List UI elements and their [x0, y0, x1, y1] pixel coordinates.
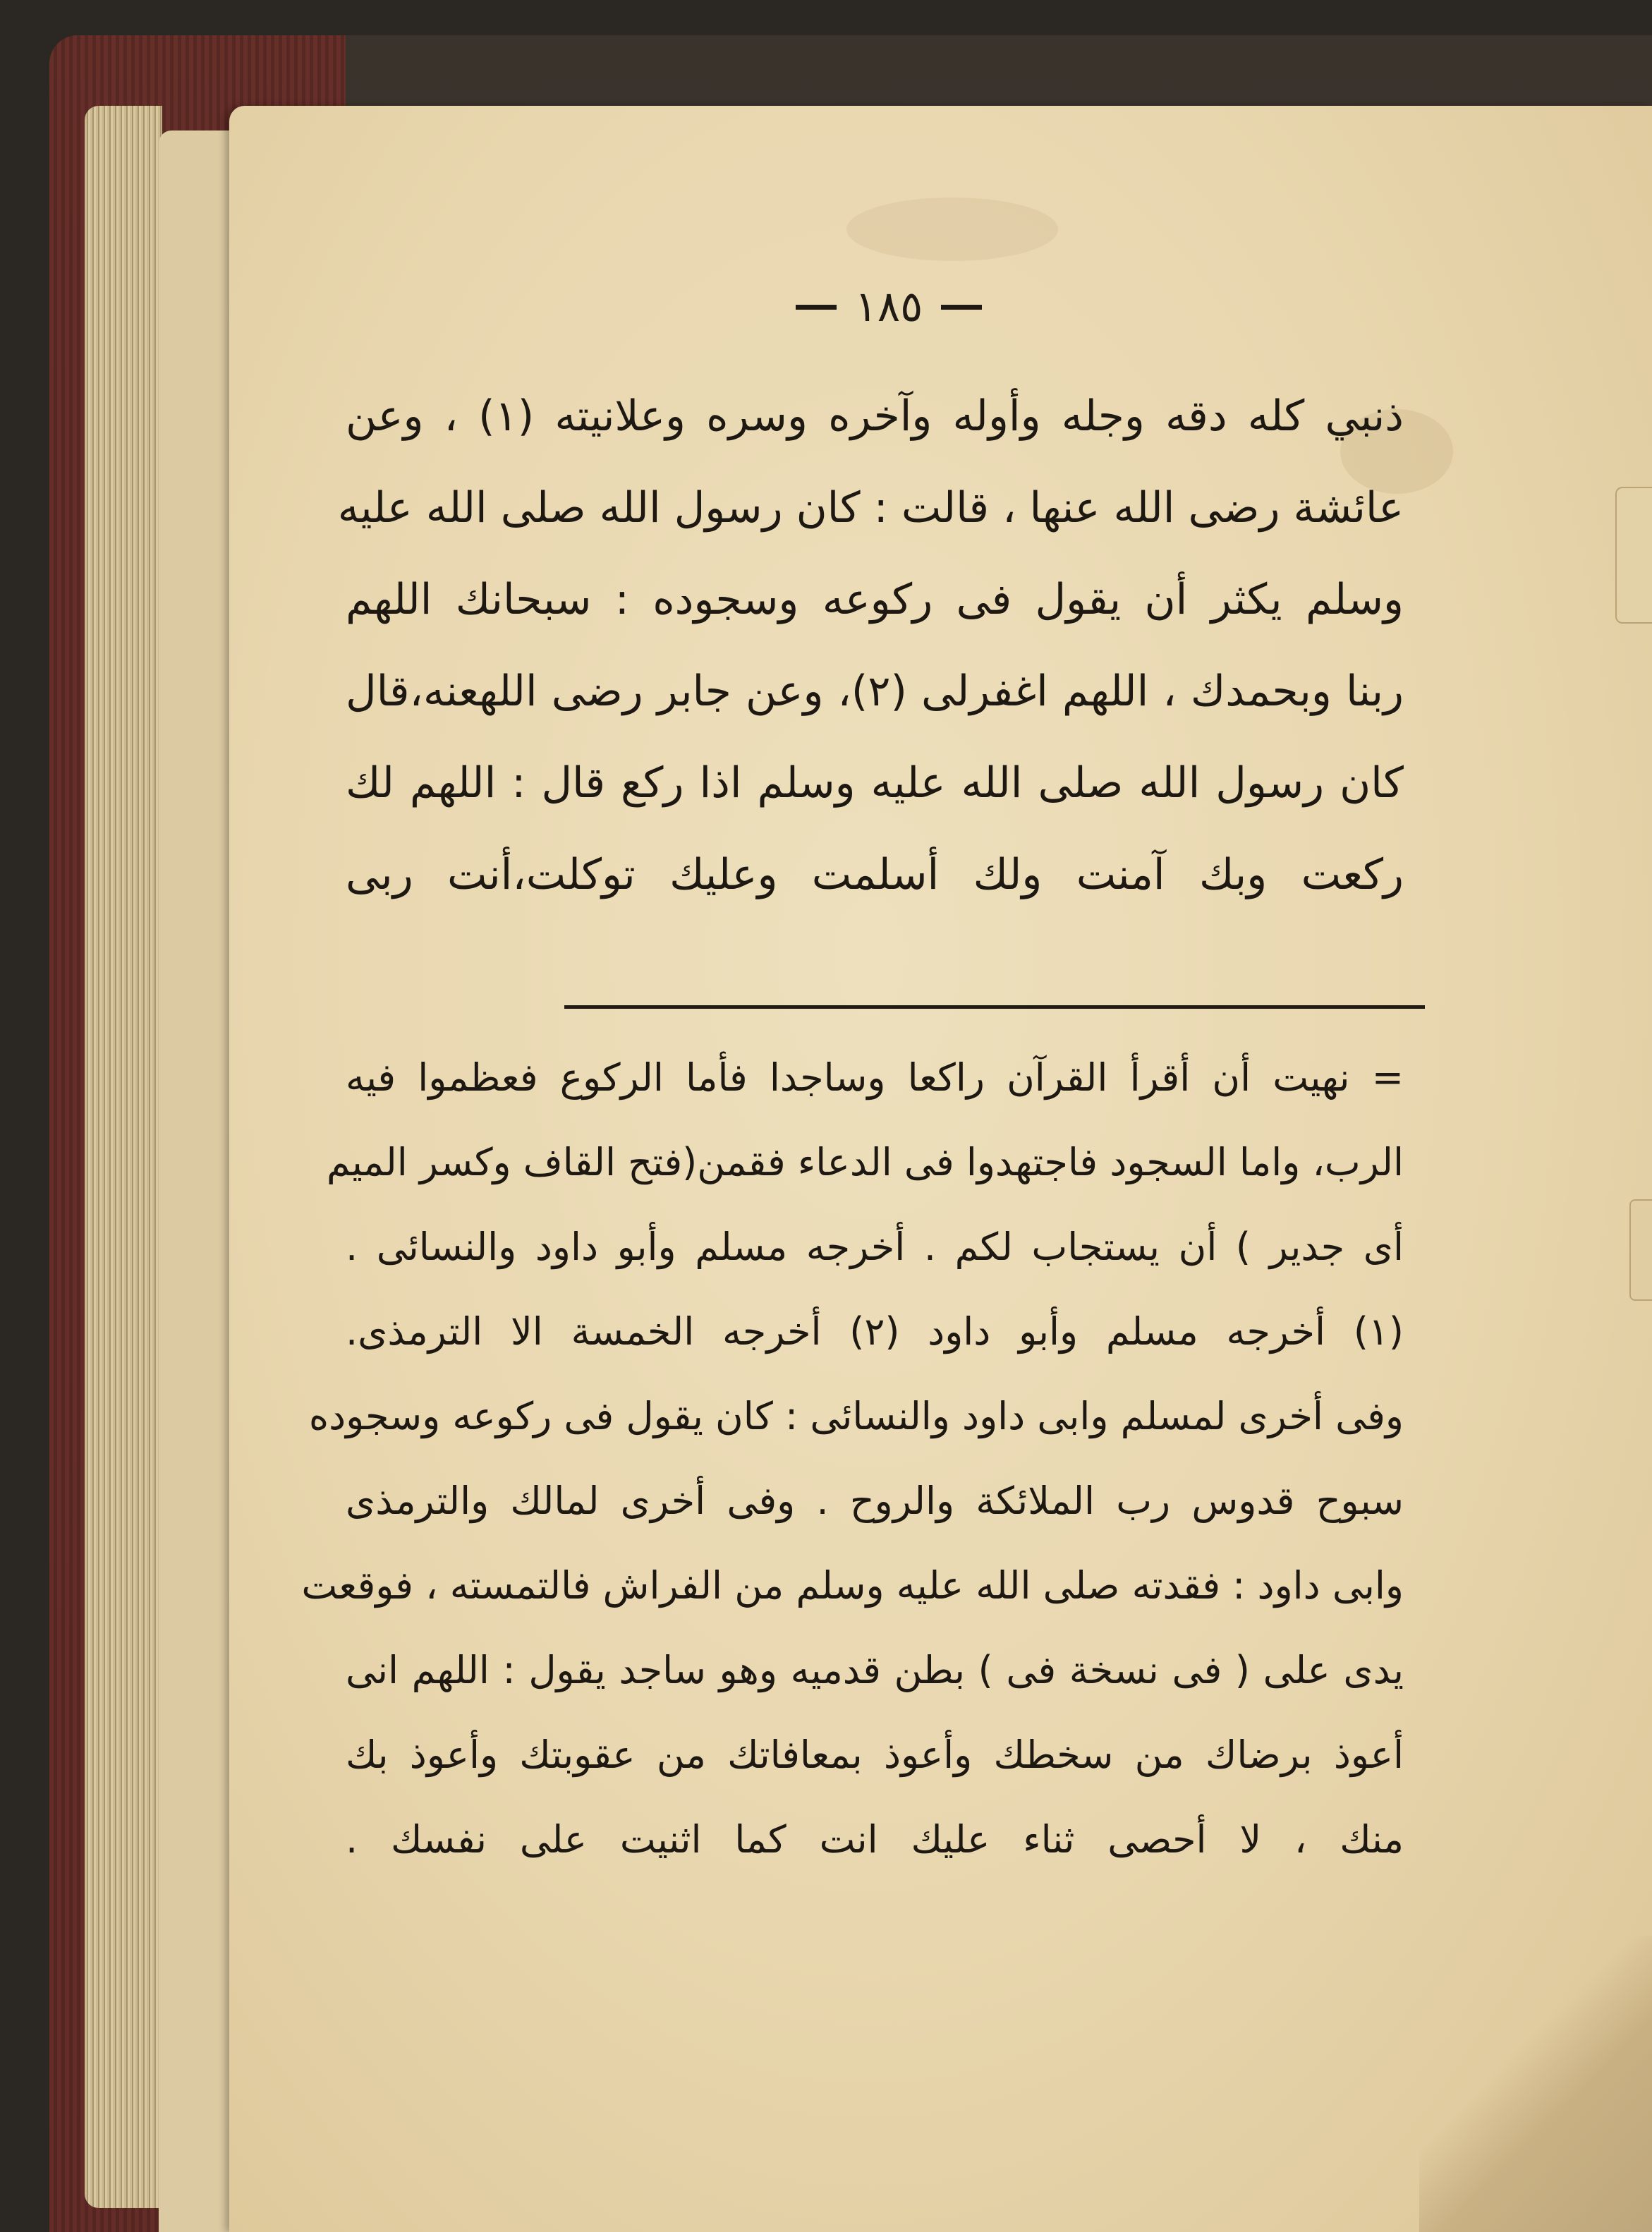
- text-line: وسلم يكثر أن يقول فى ركوعه وسجوده : سبحانك اللهم: [346, 575, 1404, 624]
- text-line: ركعت وبك آمنت ولك أسلمت وعليك توكلت،أنت ربى: [346, 850, 1404, 899]
- footnote-line: وابى داود : فقدته صلى الله عليه وسلم من الفراش فالتمسته ، فوقعت: [301, 1563, 1404, 1608]
- footnote-line: (١) أخرجه مسلم وأبو داود (٢) أخرجه الخمسة الا الترمذى.: [346, 1309, 1404, 1354]
- footnote-line: سبوح قدوس رب الملائكة والروح . وفى أخرى لمالك والترمذى: [346, 1479, 1404, 1523]
- footnote-line: الرب، واما السجود فاجتهدوا فى الدعاء فقمن(فتح القاف وكسر الميم: [326, 1140, 1404, 1184]
- page-tab: [1615, 487, 1652, 624]
- text-line: ذنبي كله دقه وجله وأوله وآخره وسره وعلانيته (١) ، وعن: [346, 392, 1404, 441]
- footnotes: [301, 1036, 1404, 1882]
- page-number-header: [741, 275, 1037, 339]
- footnote-line: وفى أخرى لمسلم وابى داود والنسائى : كان يقول فى ركوعه وسجوده: [308, 1394, 1404, 1438]
- footnote-line: يدى على ( فى نسخة فى ) بطن قدميه وهو ساجد يقول : اللهم انى: [346, 1648, 1404, 1692]
- text-line: ربنا وبحمدك ، اللهم اغفرلى (٢)، وعن جابر رضى اللهعنه،قال: [346, 667, 1404, 716]
- main-text: [337, 370, 1404, 921]
- paper-stain: [846, 198, 1058, 261]
- page-tab: [1629, 1199, 1652, 1301]
- footnote-separator: [564, 1005, 1425, 1009]
- footnote-line: أعوذ برضاك من سخطك وأعوذ بمعافاتك من عقوبتك وأعوذ بك: [346, 1733, 1404, 1777]
- dash-left: [796, 305, 837, 310]
- page-number: ١٨٥: [854, 282, 923, 332]
- page-edges: [85, 106, 162, 2208]
- footnote-line: منك ، لا أحصى ثناء عليك انت كما اثنيت على نفسك .: [346, 1817, 1404, 1862]
- text-line: كان رسول الله صلى الله عليه وسلم اذا ركع قال : اللهم لك: [346, 758, 1404, 808]
- dash-right: [941, 305, 982, 310]
- torn-corner: [1419, 1936, 1652, 2232]
- footnote-line: أى جدير ) أن يستجاب لكم . أخرجه مسلم وأبو داود والنسائى .: [346, 1225, 1404, 1269]
- footnote-line: = نهيت أن أقرأ القرآن راكعا وساجدا فأما الركوع فعظموا فيه: [346, 1055, 1404, 1100]
- text-line: عائشة رضى الله عنها ، قالت : كان رسول الله صلى الله عليه: [337, 483, 1404, 533]
